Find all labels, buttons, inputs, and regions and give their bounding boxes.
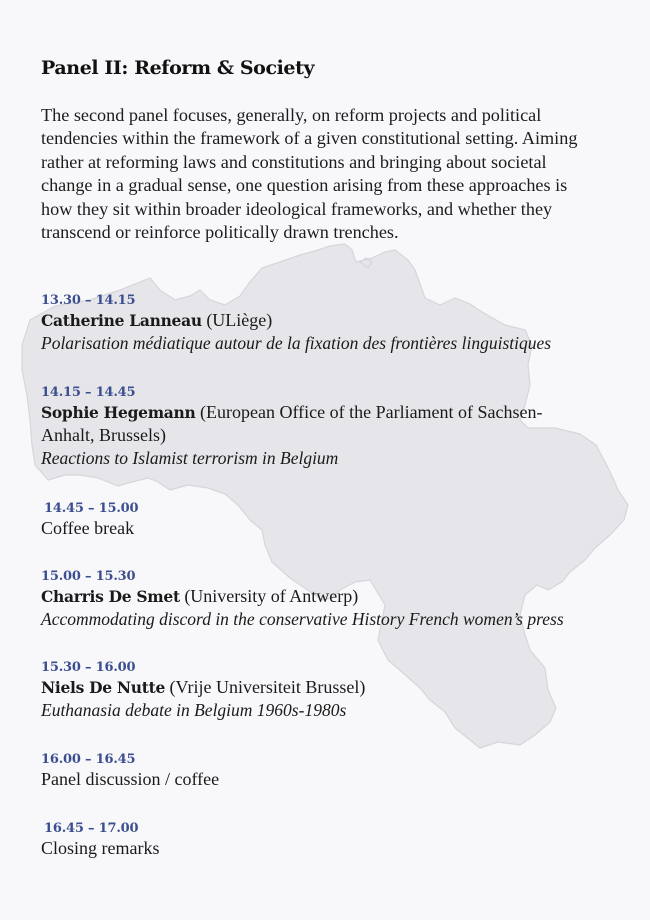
speaker-name: Niels De Nutte — [41, 678, 166, 697]
speaker-name: Charris De Smet — [41, 587, 180, 606]
speaker-name: Catherine Lanneau — [41, 311, 202, 330]
session-time: 15.30 – 16.00 — [41, 660, 136, 675]
session-label: Panel discussion / coffee — [41, 769, 220, 789]
speaker-affiliation: (ULiège) — [201, 310, 273, 330]
panel-intro: The second panel focuses, generally, on reform projects and political tendencies within the framework of a given constitutional setting. Aiming rather at reforming laws and constitutions and bringing about societal change in a gradual sense, one question arising from these approaches is how they sit within broader ideological frameworks, and whether they transcend or reinforce politically drawn trenches. — [41, 105, 578, 243]
speaker-affiliation: (European Office of the Parliament of Sachsen-Anhalt, Brussels) — [41, 402, 543, 445]
schedule-item — [41, 384, 621, 470]
speaker-affiliation: (Vrije Universiteit Brussel) — [165, 677, 366, 697]
talk-title: Euthanasia debate in Belgium 1960s-1980s — [41, 700, 347, 720]
talk-title: Accommodating discord in the conservative History French women’s press — [41, 609, 564, 629]
session-label: Closing remarks — [41, 838, 160, 858]
speaker-line — [41, 401, 586, 447]
schedule-item — [41, 292, 621, 355]
schedule-item — [41, 568, 621, 631]
session-time: 14.45 – 15.00 — [44, 501, 139, 516]
session-time: 16.00 – 16.45 — [41, 752, 136, 767]
schedule-item — [41, 820, 621, 860]
session-time: 15.00 – 15.30 — [41, 569, 136, 584]
schedule-item — [41, 659, 621, 722]
speaker-line — [41, 585, 621, 608]
session-label: Coffee break — [41, 518, 135, 538]
page-title: Panel II: Reform & Society — [41, 57, 315, 79]
session-time: 16.45 – 17.00 — [44, 821, 139, 836]
session-time: 14.15 – 14.45 — [41, 385, 136, 400]
speaker-affiliation: (University of Antwerp) — [179, 586, 359, 606]
schedule-item — [41, 500, 621, 540]
speaker-line — [41, 676, 621, 699]
talk-title: Reactions to Islamist terrorism in Belgium — [41, 448, 339, 468]
session-time: 13.30 – 14.15 — [41, 293, 136, 308]
talk-title: Polarisation médiatique autour de la fixation des frontières linguistiques — [41, 333, 552, 353]
schedule-item — [41, 751, 621, 791]
speaker-line — [41, 309, 621, 332]
speaker-name: Sophie Hegemann — [41, 403, 196, 422]
